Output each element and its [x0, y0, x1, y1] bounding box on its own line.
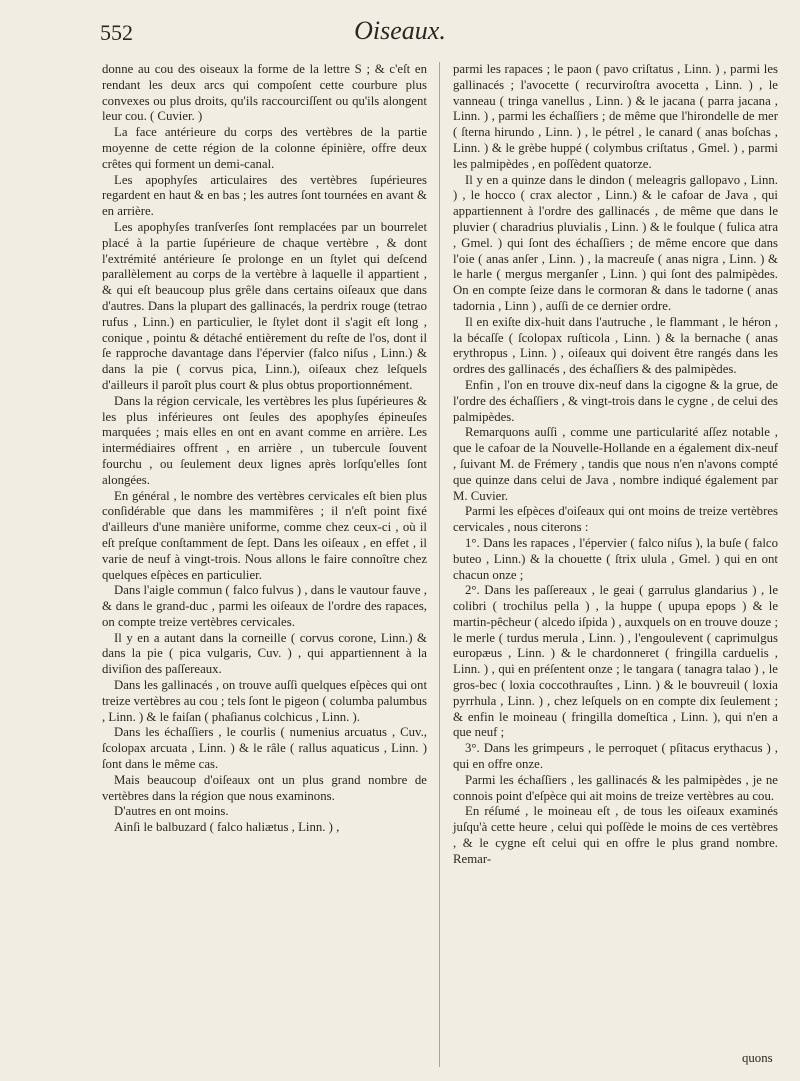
- paragraph: Remarquons auſſi , comme une particularité aſſez notable , que le cafoar de la Nouvelle-Hollande en a également dix-neuf , ſuivant M. de Frémery , tandis que nous n'en n'avons compté que quinze dans celui de Java , nombre indiqué également par M. Cuvier.: [453, 425, 778, 503]
- catchword: quons: [742, 1051, 773, 1065]
- paragraph: 2°. Dans les paſſereaux , le geai ( garrulus glandarius ) , le colibri ( trochilus pella ) , la huppe ( upupa epops ) & le martin-pêcheur ( alcedo iſpida ) , auxquels on en trouve douze ; le merle ( turdus merula , Linn. ) , l'engoulevent ( caprimulgus europæus , Linn. ) & le chardonneret ( fringilla carduelis , Linn. ) , qui en préſentent onze ; le tangara ( tanagra talao ) , le gros-bec ( loxia coccothrauſtes , Linn. ) & le bouvreuil ( loxia pyrrhula , Linn. ) , chez leſquels on en compte dix ſeulement ; & enfin le moineau ( fringilla domeſtica , Linn. ), qui n'en a que neuf ;: [453, 583, 778, 740]
- paragraph: Parmi les eſpèces d'oiſeaux qui ont moins de treize vertèbres cervicales , nous citerons :: [453, 504, 778, 535]
- paragraph: Les apophyſes tranſverſes ſont remplacées par un bourrelet placé à la partie ſupérieure de chaque vertèbre , & dont l'extrémité antérieure ſe prolonge en un ſtylet qui deſcend parallèlement au corps de la vertèbre à laquelle il appartient , & qui eſt beaucoup plus grêle dans certains oiſeaux que dans d'autres. Dans la plupart des gallinacés, la perdrix rouge (tetrao rufus , Linn.) en particulier, le ſtylet dont il s'agit eſt long , conique , pointu & détaché entièrement du reſte de l'os, dont il ſe rapproche davantage dans l'épervier (falco niſus , Linn.) & dans la pie ( corvus pica, Linn.), oiſeaux chez leſquels d'ailleurs il paroît plus court & plus obtus proportionnément.: [102, 219, 427, 392]
- paragraph: Dans l'aigle commun ( falco fulvus ) , dans le vautour fauve , & dans le grand-duc , parmi les oiſeaux de l'ordre des rapaces, on compte treize vertèbres cervicales.: [102, 583, 427, 629]
- page-header: [0, 14, 800, 54]
- paragraph: Dans la région cervicale, les vertèbres les plus ſupérieures & les plus inférieures ont ſeules des apophyſes épineuſes marquées ; mais elles en ont en avant comme en arrière. Les intermédiaires offrent , en arrière , un tubercule ſouvent fourchu , ou ſeulement deux lignes après lorſqu'elles ſont alongées.: [102, 393, 427, 487]
- paragraph: En général , le nombre des vertèbres cervicales eſt bien plus conſidérable que dans les mammifères ; il n'eſt point fixé d'ailleurs d'une manière uniforme, comme chez ceux-ci , où il eſt preſque conſtamment de ſept. Dans les oiſeaux , en effet , il varie de neuf à vingt-trois. Nous allons le faire connoître chez quelques eſpèces en particulier.: [102, 488, 427, 582]
- paragraph: Parmi les échaſſiers , les gallinacés & les palmipèdes , je ne connois point d'eſpèce qui ait moins de treize vertèbres au cou.: [453, 772, 778, 803]
- right-column: [453, 62, 778, 868]
- paragraph: En réſumé , le moineau eſt , de tous les oiſeaux examinés juſqu'à cette heure , celui qui poſſède le moins de ces vertèbres , & le cygne eſt celui qui en offre le plus grand nombre. Remar-: [453, 804, 778, 866]
- paragraph: D'autres en ont moins.: [114, 804, 229, 819]
- paragraph: Dans les gallinacés , on trouve auſſi quelques eſpèces qui ont treize vertèbres au cou ; tels ſont le pigeon ( columba palumbus , Linn. ) & le faiſan ( phaſianus colchicus , Linn. ).: [102, 678, 427, 724]
- paragraph: Ainſi le balbuzard ( falco haliætus , Linn. ) ,: [114, 820, 340, 835]
- left-column: [102, 62, 427, 836]
- paragraph: Mais beaucoup d'oiſeaux ont un plus grand nombre de vertèbres dans la région que nous examinons.: [102, 772, 427, 803]
- column-divider: [439, 62, 440, 1067]
- paragraph: La face antérieure du corps des vertèbres de la partie moyenne de cette région de la colonne épinière, offre deux crêtes qui forment un demi-canal.: [102, 125, 427, 171]
- paragraph: Les apophyſes articulaires des vertèbres ſupérieures regardent en haut & en bas ; les autres ſont tournées en avant & en arrière.: [102, 172, 427, 219]
- paragraph: Enfin , l'on en trouve dix-neuf dans la cigogne & la grue, de l'ordre des échaſſiers , & vingt-trois dans le cygne , de celui des palmipèdes.: [453, 377, 778, 424]
- paragraph: Il y en a quinze dans le dindon ( meleagris gallopavo , Linn. ) , le hocco ( crax alector , Linn.) & le cafoar de Java , qui appartiennent à l'ordre des gallinacés , de même que dans le pluvier ( charadrius pluvialis , Linn. ) & le foulque ( fulica atra , Gmel. ) qui ſont des échaſſiers ; de même encore que dans l'oie ( anas anſer , Linn. ) , la macreuſe ( anas nigra , Linn. ) & le harle ( mergus merganſer , Linn. ) qui ſont des palmipèdes. On en compte ſeize dans le cormoran & dans le tadorne ( anas tadornia , Linn ) , auſſi de ce dernier ordre.: [453, 172, 778, 313]
- page-number: 552: [100, 20, 133, 45]
- paragraph: Dans les échaſſiers , le courlis ( numenius arcuatus , Cuv., ſcolopax arcuata , Linn. ) & le râle ( rallus aquaticus , Linn. ) ſont dans le même cas.: [102, 725, 427, 772]
- paragraph: 1°. Dans les rapaces , l'épervier ( falco niſus ), la buſe ( falco buteo , Linn.) & la chouette ( ſtrix ulula , Gmel. ) qui en ont chacun onze ;: [453, 535, 778, 582]
- paragraph: Il y en a autant dans la corneille ( corvus corone, Linn.) & dans la pie ( pica vulgaris, Cuv. ) , qui appartiennent à la diviſion des paſſereaux.: [102, 630, 427, 677]
- paragraph: donne au cou des oiseaux la forme de la lettre S ; & c'eſt en rendant les deux arcs qui compoſent cette courbure plus convexes ou plus droits, qu'ils raccourciſſent ou qu'ils alongent leur cou. ( Cuvier. ): [102, 62, 427, 124]
- running-title: Oiseaux.: [354, 16, 446, 45]
- paragraph: 3°. Dans les grimpeurs , le perroquet ( pſitacus erythacus ) , qui en offre onze.: [453, 741, 778, 772]
- paragraph: Il en exiſte dix-huit dans l'autruche , le flammant , le héron , la bécaſſe ( ſcolopax ruſticola , Linn. ) & la bernache ( anas erythropus , Linn. ) , oiſeaux qui doivent être rangés dans les ordres des gallinacés , des échaſſiers & des palmipèdes.: [453, 314, 778, 377]
- paragraph: parmi les rapaces ; le paon ( pavo criſtatus , Linn. ) , parmi les gallinacés ; l'avocette ( recurviroſtra avocetta , Linn. ) , le vanneau ( tringa vanellus , Linn. ) & le jacana ( parra jacana , Linn. ) , parmi les échaſſiers ; de même que l'hirondelle de mer ( ſterna hirundo , Linn. ) , le pétrel , le canard ( anas boſchas , Linn. ) & le grèbe huppé ( colymbus criſtatus , Gmel. ) , parmi les palmipèdes , en poſſèdent quatorze.: [453, 62, 778, 171]
